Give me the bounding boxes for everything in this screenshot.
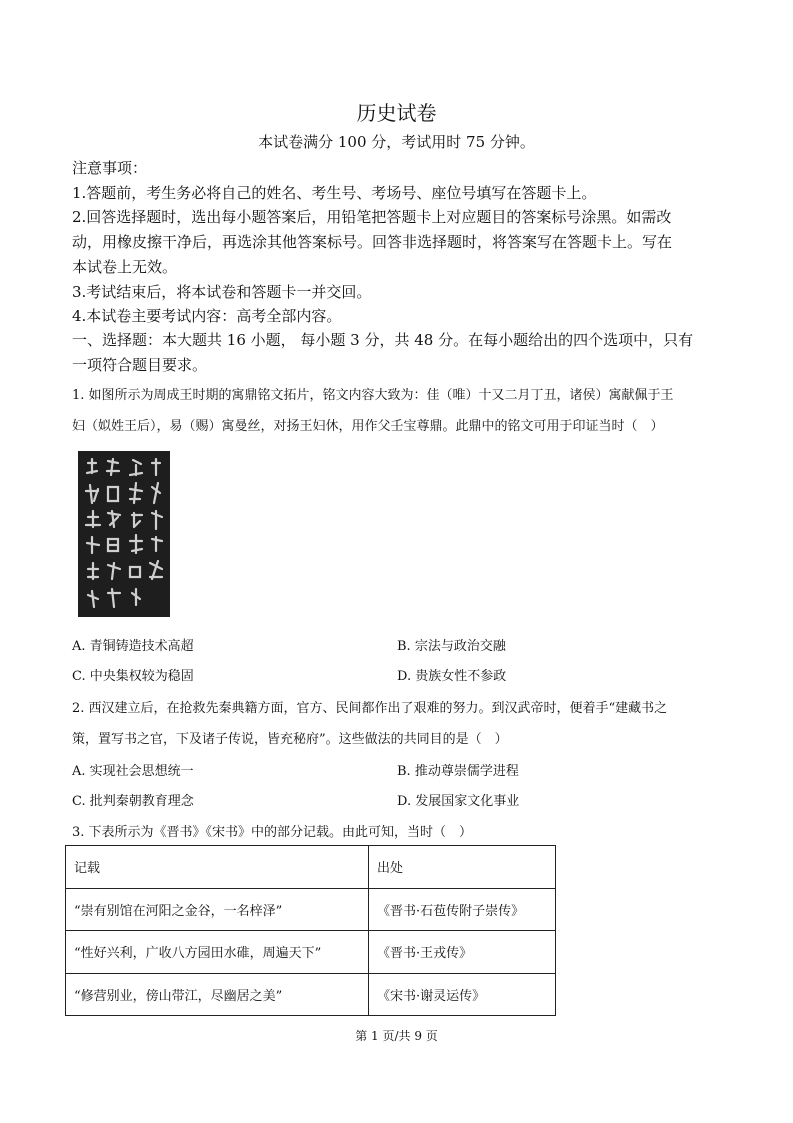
notes-line: 本试卷上无效。 [72,258,178,276]
option-d[interactable]: D. 发展国家文化事业 [397,794,520,809]
option-d[interactable]: D. 贵族女性不参政 [397,669,507,684]
table-cell: “崇有别馆在河阳之金谷，一名梓泽” [66,888,369,931]
question-2-stem: 策，置写书之官，下及诸子传说，皆充秘府”。这些做法的共同目的是（ ） [72,732,508,747]
notes-line: 2.回答选择题时，选出每小题答案后，用铅笔把答题卡上对应题目的答案标号涂黑。如需改 [72,208,672,226]
table-row [66,973,556,1016]
question-2-stem: 2. 西汉建立后，在抢救先秦典籍方面，官方、民间都作出了艰难的努力。到汉武帝时，便着手“建藏书之 [72,701,668,716]
notes-line: 3.考试结束后，将本试卷和答题卡一并交回。 [72,283,372,301]
table-cell: “性好兴利，广收八方园田水碓，周遍天下” [66,931,369,974]
notes-line: 4.本试卷主要考试内容：高考全部内容。 [72,307,342,325]
question-1-stem: 妇（姒姓王后），易（赐）寓曼丝，对扬王妇休，用作父壬宝尊鼎。此鼎中的铭文可用于印证当时（ ） [72,419,664,434]
page-title: 历史试卷 [356,101,437,125]
page-number: 第 1 页/共 9 页 [355,1029,438,1043]
option-c[interactable]: C. 中央集权较为稳固 [72,669,194,684]
table-header-cell: 记载 [66,846,369,889]
notes-line: 动，用橡皮擦干净后，再选涂其他答案标号。回答非选择题时，将答案写在答题卡上。写在 [72,233,673,251]
table-row [66,888,556,931]
option-a[interactable]: A. 实现社会思想统一 [72,764,194,779]
notes-heading: 注意事项： [72,159,148,177]
table-cell: 《晋书·石苞传附子崇传》 [369,888,556,931]
option-c[interactable]: C. 批判秦朝教育理念 [72,794,194,809]
section-heading: 一、选择题：本大题共 16 小题， 每小题 3 分，共 48 分。在每小题给出的四个选项中，只有 [72,331,694,349]
table-row [66,931,556,974]
table-header-cell: 出处 [369,846,556,889]
option-b[interactable]: B. 推动尊崇儒学进程 [397,764,519,779]
exam-info: 本试卷满分 100 分，考试用时 75 分钟。 [258,133,535,151]
table-cell: “修营别业，傍山带江，尽幽居之美” [66,973,369,1016]
inscription-rubbing-image [78,451,170,617]
table-cell: 《晋书·王戎传》 [369,931,556,974]
question-1-stem: 1. 如图所示为周成王时期的寓鼎铭文拓片，铭文内容大致为：佳（唯）十又二月丁丑，诸侯）寓献佩于王 [72,388,674,403]
table-header-row [66,846,556,889]
question-3-stem: 3. 下表所示为《晋书》《宋书》中的部分记载。由此可知，当时（ ） [72,825,473,840]
records-table [65,845,556,1016]
table-cell: 《宋书·谢灵运传》 [369,973,556,1016]
option-b[interactable]: B. 宗法与政治交融 [397,639,506,654]
section-heading: 一项符合题目要求。 [72,356,208,374]
notes-line: 1.答题前，考生务必将自己的姓名、考生号、考场号、座位号填写在答题卡上。 [72,184,597,202]
option-a[interactable]: A. 青铜铸造技术高超 [72,639,194,654]
